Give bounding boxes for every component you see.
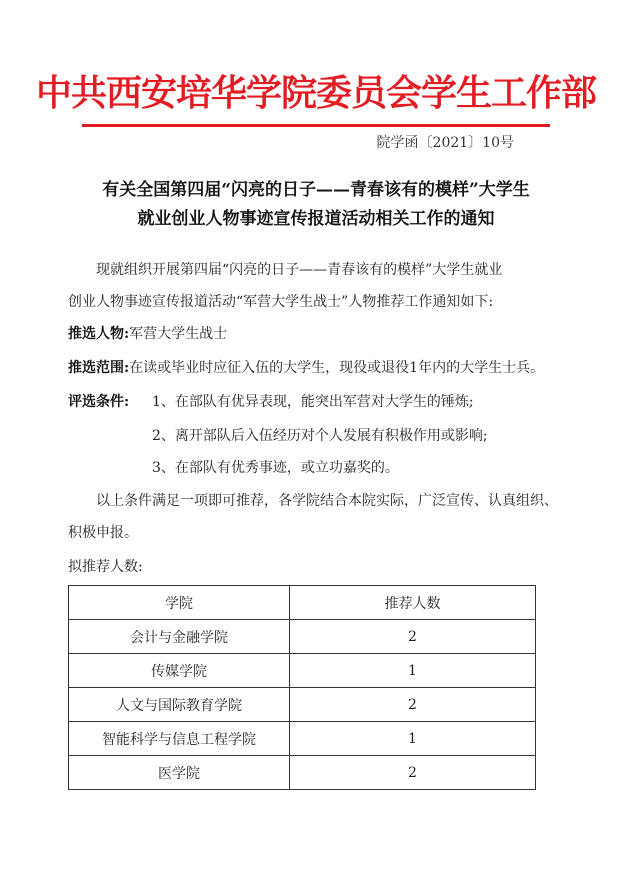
table-header-row xyxy=(69,586,536,620)
scope-value: 在读或毕业时应征入伍的大学生，现役或退役1年内的大学生士兵。 xyxy=(129,360,545,376)
closing-paragraph xyxy=(68,485,568,549)
count-cell: 1 xyxy=(290,722,536,756)
criteria-item-1: 1、在部队有优异表现，能突出军营对大学生的锤炼; xyxy=(152,394,474,410)
table-row xyxy=(69,722,536,756)
college-cell: 传媒学院 xyxy=(69,654,290,688)
table-row xyxy=(69,688,536,722)
candidate-row xyxy=(68,318,568,350)
count-cell: 2 xyxy=(290,620,536,654)
count-cell: 1 xyxy=(290,654,536,688)
column-header-college: 学院 xyxy=(69,586,290,620)
document-number: 院学函〔2021〕10号 xyxy=(376,135,514,151)
table-row xyxy=(69,620,536,654)
intro-line-2: 创业人物事迹宣传报道活动“军营大学生战士”人物推荐工作通知如下: xyxy=(68,294,494,310)
quota-label-row xyxy=(68,551,568,583)
notice-title xyxy=(0,176,632,234)
closing-line-1: 以上条件满足一项即可推荐，各学院结合本院实际，广泛宣传、认真组织、 xyxy=(96,493,558,509)
criteria-item-3: 3、在部队有优秀事迹，或立功嘉奖的。 xyxy=(152,460,399,476)
college-cell: 医学院 xyxy=(69,756,290,790)
recommendation-table xyxy=(68,585,536,790)
intro-line-1: 现就组织开展第四届“闪亮的日子——青春该有的模样”大学生就业 xyxy=(96,262,503,278)
criteria-item-2: 2、离开部队后入伍经历对个人发展有积极作用或影响; xyxy=(152,428,488,444)
closing-line-2: 积极申报。 xyxy=(68,525,138,541)
college-cell: 会计与金融学院 xyxy=(69,620,290,654)
notice-title-line-2: 就业创业人物事迹宣传报道活动相关工作的通知 xyxy=(137,209,495,229)
count-cell: 2 xyxy=(290,688,536,722)
header-red-rule xyxy=(82,124,550,127)
scope-row xyxy=(68,352,588,384)
count-cell: 2 xyxy=(290,756,536,790)
quota-label: 拟推荐人数: xyxy=(68,559,143,575)
notice-title-line-1: 有关全国第四届“闪亮的日子——青春该有的模样”大学生 xyxy=(102,180,530,200)
table-row xyxy=(69,756,536,790)
candidate-value: 军营大学生战士 xyxy=(129,326,228,342)
table-row xyxy=(69,654,536,688)
issuing-org-header: 中共西安培华学院委员会学生工作部 xyxy=(35,73,596,114)
criteria-label: 评选条件: xyxy=(68,394,130,410)
candidate-label: 推选人物: xyxy=(68,326,130,342)
scope-label: 推选范围: xyxy=(68,360,130,376)
column-header-count: 推荐人数 xyxy=(290,586,536,620)
criteria-label-row xyxy=(68,386,148,418)
intro-paragraph xyxy=(68,254,568,318)
college-cell: 智能科学与信息工程学院 xyxy=(69,722,290,756)
college-cell: 人文与国际教育学院 xyxy=(69,688,290,722)
